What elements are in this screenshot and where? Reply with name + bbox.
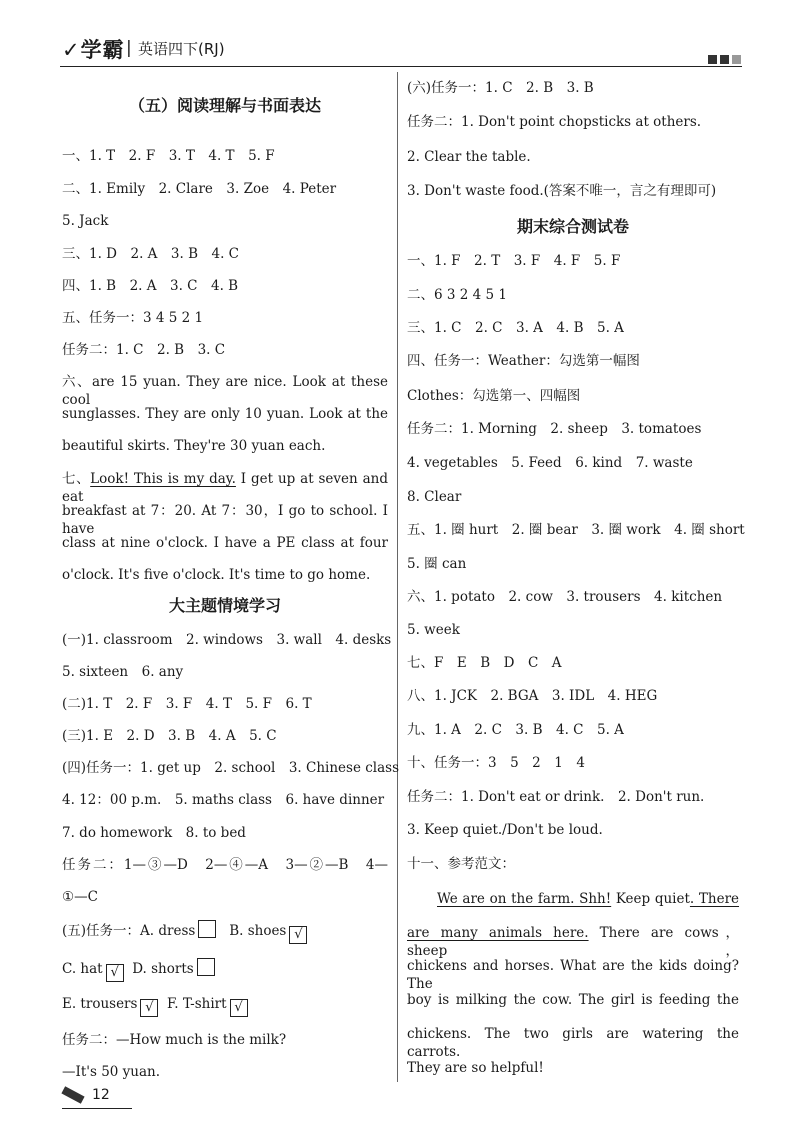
answer-line: 十一、参考范文： bbox=[407, 856, 515, 872]
page-footer bbox=[62, 1087, 110, 1103]
answer-line: beautiful skirts. They're 30 yuan each. bbox=[62, 438, 326, 454]
answer-line: 九、1. A 2. C 3. B 4. C 5. A bbox=[407, 722, 624, 738]
page-number: 12 bbox=[92, 1087, 110, 1103]
checkbox-tshirt: √ bbox=[230, 999, 248, 1017]
section-title: （五）阅读理解与书面表达 bbox=[128, 96, 321, 115]
answer-line: 二、6 3 2 4 5 1 bbox=[407, 287, 507, 303]
answer-line: 任务二：1. Morning 2. sheep 3. tomatoes bbox=[407, 421, 702, 437]
pencil-icon bbox=[61, 1086, 84, 1103]
checkbox-hat: √ bbox=[106, 964, 124, 982]
answer-line: (四)任务一：1. get up 2. school 3. Chinese class bbox=[62, 760, 400, 776]
answer-line: ①—C bbox=[62, 889, 98, 905]
answer-line: 7. do homework 8. to bed bbox=[62, 825, 246, 841]
essay-line: chickens and horses. What are the kids doing? The bbox=[407, 958, 739, 992]
answer-line: 任务二：1. C 2. B 3. C bbox=[62, 342, 226, 358]
checkbox-shorts bbox=[197, 958, 215, 976]
answer-line: 四、任务一：Weather：勾选第一幅图 bbox=[407, 353, 640, 369]
answer-line: (二)1. T 2. F 3. F 4. T 5. F 6. T bbox=[62, 696, 312, 712]
checkbox-shoes: √ bbox=[289, 926, 307, 944]
answer-line: 5. Jack bbox=[62, 213, 109, 229]
answer-line: (三)1. E 2. D 3. B 4. A 5. C bbox=[62, 728, 277, 744]
essay-line: breakfast at 7：20. At 7：30，I go to school. I have bbox=[62, 503, 388, 537]
header-rule bbox=[60, 66, 742, 67]
checkbox-line: E. trousers √ F. T-shirt √ bbox=[62, 995, 248, 1017]
essay-line: They are so helpful! bbox=[407, 1060, 544, 1076]
essay-line: o'clock. It's five o'clock. It's time to go home. bbox=[62, 567, 371, 583]
page-header bbox=[58, 30, 743, 70]
answer-line: 任务二：—How much is the milk? bbox=[62, 1032, 287, 1048]
essay-line: We are on the farm. Shh! Keep quiet. There bbox=[437, 891, 740, 907]
underlined-sentence: Look! This is my day. bbox=[90, 471, 236, 487]
answer-line: 4. 12：00 p.m. 5. maths class 6. have dinner bbox=[62, 792, 385, 808]
checkbox-dress bbox=[198, 920, 216, 938]
answer-line: 8. Clear bbox=[407, 489, 462, 505]
answer-line: 五、1. 圈 hurt 2. 圈 bear 3. 圈 work 4. 圈 short bbox=[407, 522, 745, 538]
answer-line: 二、1. Emily 2. Clare 3. Zoe 4. Peter bbox=[62, 181, 337, 197]
brand-logo: ✓学霸 bbox=[62, 38, 125, 62]
answer-line: 六、are 15 yuan. They are nice. Look at these cool bbox=[62, 374, 388, 408]
answer-line: 一、1. T 2. F 3. T 4. T 5. F bbox=[62, 148, 275, 164]
answer-line: 3. Don't waste food.(答案不唯一，言之有理即可) bbox=[407, 183, 717, 199]
answer-line: 十、任务一：3 5 2 1 4 bbox=[407, 755, 585, 771]
essay-line: 七、Look! This is my day. I get up at seven and eat bbox=[62, 471, 388, 505]
answer-line: Clothes：勾选第一、四幅图 bbox=[407, 388, 581, 404]
answer-line: 五、任务一：3 4 5 2 1 bbox=[62, 310, 204, 326]
essay-line: boy is milking the cow. The girl is feeding the bbox=[407, 992, 739, 1008]
answer-line: 六、1. potato 2. cow 3. trousers 4. kitchen bbox=[407, 589, 723, 605]
footer-rule bbox=[62, 1108, 132, 1109]
answer-line: 2. Clear the table. bbox=[407, 149, 531, 165]
answer-line: 任务二：1—③—D 2—④—A 3—②—B 4— bbox=[62, 857, 388, 873]
answer-line: 一、1. F 2. T 3. F 4. F 5. F bbox=[407, 253, 621, 269]
section-title: 期末综合测试卷 bbox=[516, 217, 629, 236]
answer-line: 任务二：1. Don't point chopsticks at others. bbox=[407, 114, 702, 130]
answer-line: (六)任务一：1. C 2. B 3. B bbox=[407, 80, 594, 96]
checkbox-trousers: √ bbox=[140, 999, 158, 1017]
essay-line: class at nine o'clock. I have a PE class at four bbox=[62, 535, 388, 551]
answer-line: 八、1. JCK 2. BGA 3. IDL 4. HEG bbox=[407, 688, 658, 704]
checkbox-line: C. hat √ D. shorts bbox=[62, 958, 215, 982]
answer-line: 七、F E B D C A bbox=[407, 655, 562, 671]
header-subtitle: 英语四下(RJ) bbox=[138, 40, 225, 58]
answer-line: 3. Keep quiet./Don't be loud. bbox=[407, 822, 603, 838]
answer-line: 三、1. C 2. C 3. A 4. B 5. A bbox=[407, 320, 624, 336]
answer-line: 5. sixteen 6. any bbox=[62, 664, 184, 680]
answer-line: sunglasses. They are only 10 yuan. Look at the bbox=[62, 406, 388, 422]
checkbox-line: (五)任务一：A. dress B. shoes √ bbox=[62, 920, 307, 944]
answer-line: 5. week bbox=[407, 622, 460, 638]
answer-line: 4. vegetables 5. Feed 6. kind 7. waste bbox=[407, 455, 693, 471]
answer-line: 5. 圈 can bbox=[407, 556, 467, 572]
section-title: 大主题情境学习 bbox=[168, 596, 281, 615]
answer-line: (一)1. classroom 2. windows 3. wall 4. desks bbox=[62, 632, 392, 648]
answer-line: 三、1. D 2. A 3. B 4. C bbox=[62, 246, 240, 262]
header-separator: | bbox=[126, 38, 132, 58]
essay-line: chickens. The two girls are watering the carrots. bbox=[407, 1026, 739, 1060]
essay-line: are many animals here. There are cows，sheep， bbox=[407, 925, 739, 959]
answer-line: —It's 50 yuan. bbox=[62, 1064, 161, 1080]
answer-line: 四、1. B 2. A 3. C 4. B bbox=[62, 278, 239, 294]
column-divider bbox=[397, 72, 398, 1082]
answer-line: 任务二：1. Don't eat or drink. 2. Don't run. bbox=[407, 789, 705, 805]
